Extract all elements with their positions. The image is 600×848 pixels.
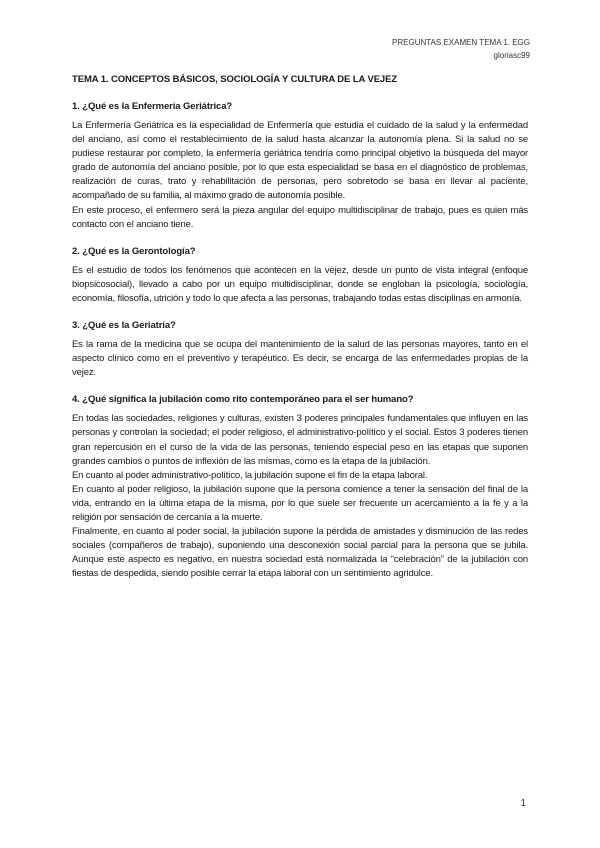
- question-heading: 2. ¿Qué es la Gerontología?: [72, 245, 196, 257]
- section-geriatria: [72, 320, 528, 380]
- section-gerontologia: [72, 246, 528, 306]
- paragraph: En cuanto al poder administrativo-político, la jubilación supone el fin de la etapa laboral.: [72, 469, 428, 481]
- paragraph: La Enfermería Geriátrica es la especialidad de Enfermería que estudia el cuidado de la salud y la enfermedad del anciano, así como el restablecimiento de la salud hasta alcanzar la autonomía plena. Si la salud no se pudiese restaurar por completo, la enfermería geriátrica tendría como principal objetivo la búsqueda del mayor grado de autonomía del anciano posible, por lo que esta especialidad se basa en el diagnóstico de problemas, realización de curas, trato y rehabilitación de personas, pero sobretodo se basa en llevar al paciente, acompañado de su familia, al máximo grado de autonomía posible.: [72, 120, 528, 202]
- page-number: 1: [520, 798, 526, 809]
- question-heading: 1. ¿Qué es la Enfermería Geriátrica?: [72, 101, 233, 112]
- header-title: PREGUNTAS EXAMEN TEMA 1. EGG: [392, 38, 530, 47]
- paragraph: Finalmente, en cuanto al poder social, la jubilación supone la pérdida de amistades y disminución de las redes sociales (compañeros de trabajo), suponiendo una desconexión social parcial para la persona que se jubila. Aunque este aspecto es negativo, en nuestra sociedad está normalizada la “celebración” de la jubilación con fiestas de despedida, siendo posible cerrar la etapa laboral con un sentimiento agridulce.: [72, 526, 528, 580]
- header-author: gloriasc99: [493, 51, 530, 60]
- paragraph: En cuanto al poder religioso, la jubilación supone que la persona comience a tener la sensación del final de la vida, entrando en la última etapa de la misma, por lo que suele ser frecuente un acercamiento a la fe y a la religión por sensación de cercanía a la muerte.: [72, 483, 528, 523]
- page-header: [392, 36, 530, 62]
- question-heading: 3. ¿Qué es la Geriatría?: [72, 320, 176, 332]
- question-heading: 4. ¿Qué significa la jubilación como rito contemporáneo para el ser humano?: [72, 394, 414, 406]
- paragraph: Es el estudio de todos los fenómenos que acontecen en la vejez, desde un punto de vista integral (enfoque biopsicosocial), llevado a cabo por un equipo multidisciplinar, donde se engloban la psicología, sociología, economía, filosofía, utrición y todo lo que afecta a las personas, trabajando todas estas disciplinas en armonía.: [72, 264, 528, 304]
- section-enfermeria-geriatrica: [72, 101, 528, 232]
- document-title: TEMA 1. CONCEPTOS BÁSICOS, SOCIOLOGÍA Y CULTURA DE LA VEJEZ: [72, 74, 398, 85]
- paragraph: En este proceso, el enfermero será la pieza angular del equipo multidisciplinar de trabajo, pues es quien más contacto con el anciano tiene.: [72, 204, 528, 230]
- document-body: [72, 74, 528, 595]
- section-jubilacion: [72, 394, 528, 581]
- paragraph: Es la rama de la medicina que se ocupa del mantenimiento de la salud de las personas mayores, tanto en el aspecto clínico como en el preventivo y terapéutico. Es decir, se encarga de las enfermedades propias de la vejez.: [72, 339, 528, 379]
- paragraph: En todas las sociedades, religiones y culturas, existen 3 poderes principales fundamentales que influyen en las personas y controlan la sociedad; el poder religioso, el administrativo-político y el social. Estos 3 poderes tienen gran repercusión en el curso de la vida de las personas, teniendo especial peso en las etapas que suponen grandes cambios o puntos de inflexión de las mismas, como es la etapa de la jubilación.: [72, 413, 528, 467]
